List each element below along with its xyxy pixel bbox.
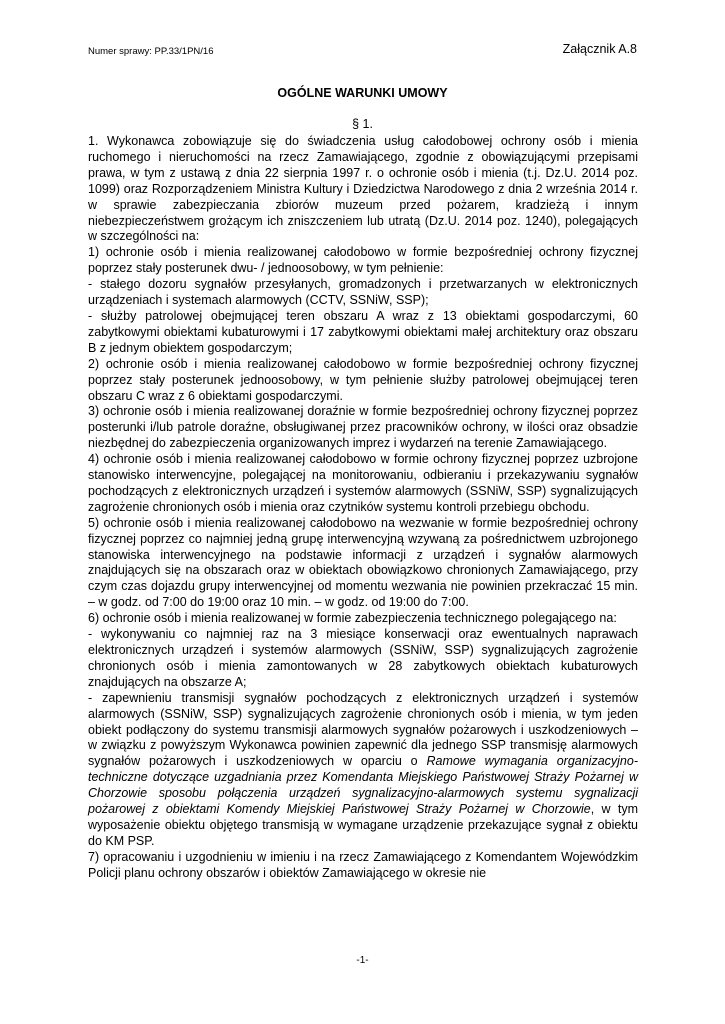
paragraph-intro: 1. Wykonawca zobowiązuje się do świadczenia usług całodobowej ochrony osób i mienia ruchomego i nieruchomości na rzecz Zamawiającego, zgodnie z obowiązującymi przepisami prawa, w tym z ustawą z dnia 22 sierpnia 1997 r. o ochronie osób i mienia (t.j. Dz.U. 2014 poz. 1099) oraz Rozporządzeniem Ministra Kultury i Dziedzictwa Narodowego z dnia 2 września 2014 r. w sprawie zabezpieczania zbiorów muzeum przed pożarem, kradzieżą i innym niebezpieczeństwem grożącym ich zniszczeniem lub utratą (Dz.U. 2014 poz. 1240), polegających w szczególności na: (88, 134, 638, 244)
transmission-text-after: , w tym wyposażenie obiektu objętego transmisją w wymagane urządzenie przekazujące sygnał z obiektu do KM PSP. (88, 802, 638, 848)
page-number: -1- (356, 955, 369, 966)
paragraph-item-2: 2) ochronie osób i mienia realizowanej całodobowo w formie bezpośredniej ochrony fizycznej poprzez stały posterunek jednoosobowy, w tym pełnienie służby patrolowej obejmującej teren obszaru C wraz z 6 obiektami gospodarczymi. (88, 356, 638, 403)
paragraph-item-1: 1) ochronie osób i mienia realizowanej całodobowo w formie bezpośredniej ochrony fizycznej poprzez stały posterunek dwu- / jednoosobowy, w tym pełnienie: (88, 245, 638, 276)
document-title: OGÓLNE WARUNKI UMOWY (277, 86, 448, 100)
paragraph-dash-transmisja (88, 691, 638, 850)
paragraph-dash-konserwacja: - wykonywaniu co najmniej raz na 3 miesiące konserwacji oraz ewentualnych naprawach elektronicznych urządzeń i systemów alarmowych (SSNiW, SSP) sygnalizujących zagrożenie chronionych osób i mienia zamontowanych w 28 zabytkowych obiektach kubaturowych znajdujących na obszarze A; (88, 627, 638, 689)
case-number: Numer sprawy: PP.33/1PN/16 (88, 46, 214, 57)
paragraph-dash-patrol: - służby patrolowej obejmującej teren obszaru A wraz z 13 obiektami gospodarczymi, 60 zabytkowymi obiektami kubaturowymi i 17 zabytkowymi obiektami małej architektury oraz obszaru B z jednym obiektem gospodarczym; (88, 308, 638, 355)
paragraph-item-4: 4) ochronie osób i mienia realizowanej całodobowo w formie ochrony fizycznej poprzez uzbrojone stanowisko interwencyjne, polegającej na monitorowaniu, odbieraniu i przekazywaniu sygnałów pochodzących z elektronicznych urządzeń i systemów alarmowych (SSNiW, SSP) sygnalizujących zagrożenie chronionych osób i mienia oraz czytników systemu kontroli przebiegu obchodu. (88, 452, 638, 514)
paragraph-item-3: 3) ochronie osób i mienia realizowanej doraźnie w formie bezpośredniej ochrony fizycznej poprzez posterunki i/lub patrole doraźne, obsługiwanej przez pracowników ochrony, w ilości oraz obsadzie niezbędnej do zabezpieczenia organizowanych imprez i wydarzeń na terenie Zamawiającego. (88, 404, 638, 451)
transmission-text-italic: Ramowe wymagania organizacyjno-techniczne dotyczące uzgadniania przez Komendanta Miejskiego Państwowej Straży Pożarnej w Chorzowie sposobu połączenia urządzeń sygnalizacyjno-alarmowych systemu sygnalizacji pożarowej z obiektami Komendy Miejskiej Państwowej Straży Pożarnej w Chorzowie (88, 754, 639, 817)
section-heading: § 1. (352, 117, 373, 131)
paragraph-item-7: 7) opracowaniu i uzgodnieniu w imieniu i na rzecz Zamawiającego z Komendantem Wojewódzkim Policji planu ochrony obszarów i obiektów Zamawiającego w okresie nie (88, 849, 638, 880)
paragraph-dash-dozor: - stałego dozoru sygnałów przesyłanych, gromadzonych i przetwarzanych w elektronicznych urządzeniach i systemach alarmowych (CCTV, SSNiW, SSP); (88, 277, 638, 308)
attachment-label: Załącznik A.8 (562, 42, 637, 56)
document-body (88, 134, 638, 882)
paragraph-item-6: 6) ochronie osób i mienia realizowanej w formie zabezpieczenia technicznego polegającego na: (88, 611, 617, 626)
transmission-text-before: - zapewnieniu transmisji sygnałów pochodzących z elektronicznych urządzeń i systemów alarmowych (SSNiW, SSP) sygnalizujących zagrożenie chronionych osób i mienia, w tym jeden obiekt podłączony do systemu transmisji alarmowych sygnałów pożarowych i uszkodzeniowych – w związku z powyższym Wykonawca powinien zapewnić dla jednego SSP transmisję alarmowych sygnałów pożarowych i uszkodzeniowych w oparciu o (88, 690, 638, 769)
paragraph-item-5: 5) ochronie osób i mienia realizowanej całodobowo na wezwanie w formie bezpośredniej ochrony fizycznej poprzez co najmniej jedną grupę interwencyjną wzywaną za pośrednictwem uzbrojonego stanowiska interwencyjnego na podstawie informacji z urządzeń i sygnałów alarmowych znajdujących się na obszarach oraz w obiektach obowiązkowo chronionych Zamawiającego, przy czym czas dojazdu grupy interwencyjnej od momentu wezwania nie powinien przekraczać 15 min. – w godz. od 7:00 do 19:00 oraz 10 min. – w godz. od 19:00 do 7:00. (88, 515, 638, 610)
